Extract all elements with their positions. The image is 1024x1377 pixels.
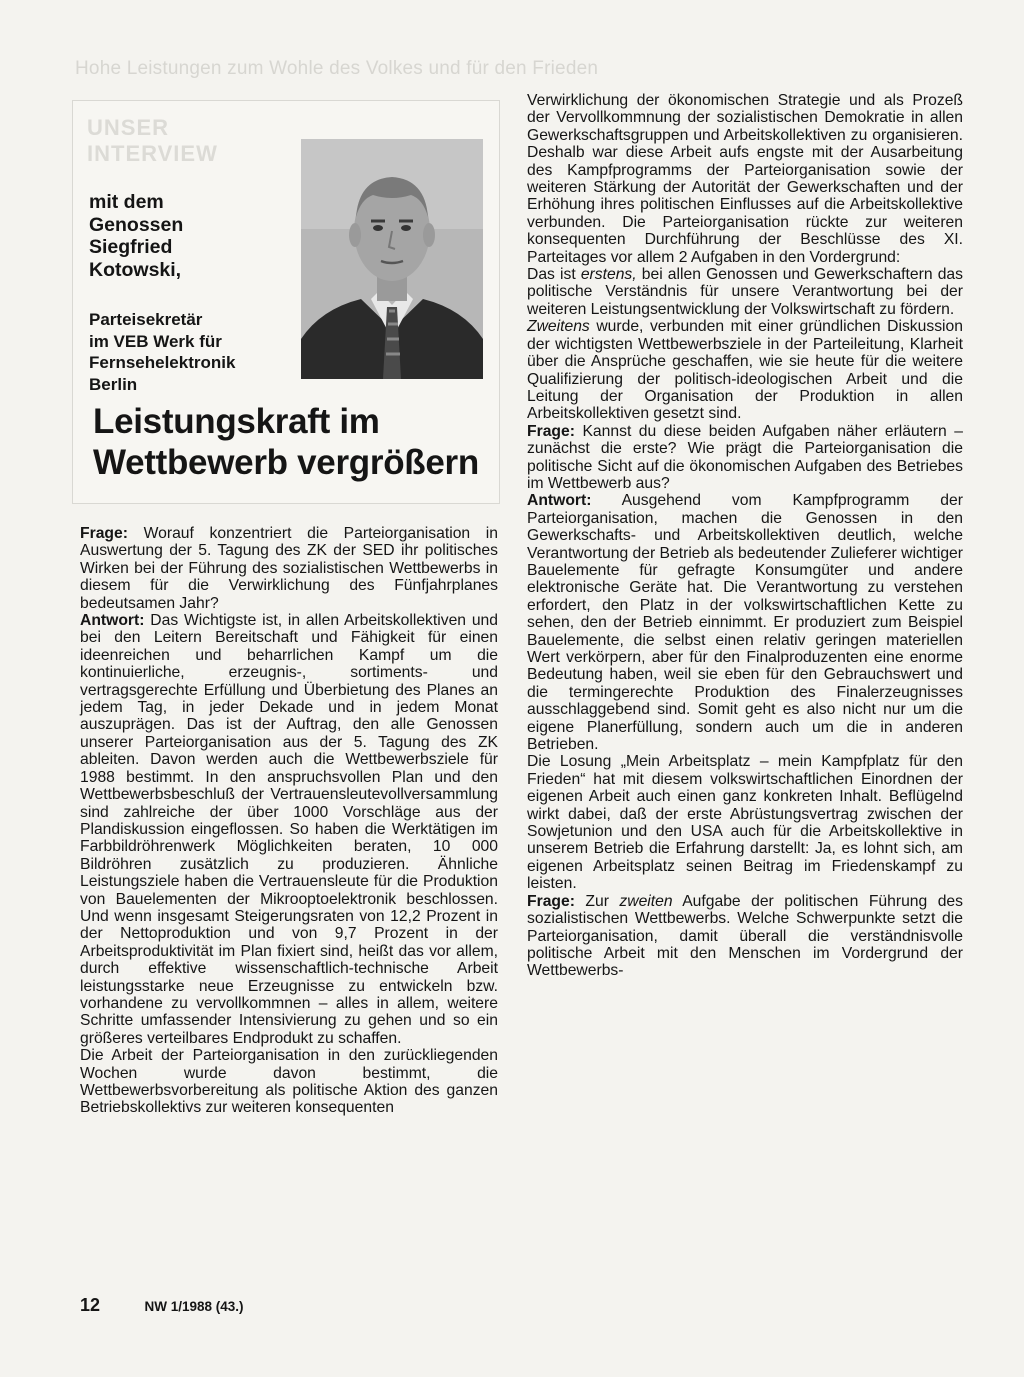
role-line: im VEB Werk für bbox=[89, 331, 222, 351]
interviewee-role bbox=[89, 309, 289, 395]
interview-intro-box bbox=[72, 100, 500, 504]
role-line: Parteisekretär bbox=[89, 310, 203, 329]
emphasis: zweiten bbox=[619, 892, 673, 910]
question-3 bbox=[527, 893, 963, 980]
answer-text: Das Wichtigste ist, in allen Arbeitskollektiven und bei den Leitern Bereitschaft und Fähigkeit für einen ideenreichen und beharrlichen Kampf um die kontinuierliche, erzeugnis-, sortiments- und vertragsgerechte Erfüllung und Überbietung des Planes an jedem Tag, in jeder Dekade und in jedem Monat auszuprägen. Das ist der Auftrag, den alle Genossen unserer Parteiorganisation aus der 5. Tagung des ZK ableiten. Davon werden auch die Wettbewerbsziele für 1988 bestimmt. In den anspruchsvollen Plan und den Wettbewerbsbeschluß der Vertrauensleutevollversammlung sind zahlreiche der über 1000 Vorschläge aus der Plandiskussion eingeflossen. So haben die Werktätigen im Farbbildröhrenwerk Möglichkeiten beraten, 10 000 Bildröhren zusätzlich zu produzieren. Ähnliche Leistungsziele haben die Vertrauensleute für die Produktion von Bauelementen der Mikrooptoelektronik beschlossen. Und wenn insgesamt Steigerungsraten von 12,2 Prozent in der Nettoproduktion und von 9,7 Prozent in der Arbeitsproduktivität im Plan fixiert sind, heißt das vor allem, durch effektive wissenschaftlich-technische Arbeit leistungsstarke neue Erzeugnisse zu entwickeln bzw. vorhandene zu vervollkommnen – alles in allem, weitere Schritte umfassender Intensivierung zu gehen und so ein größeres verteilbares Endprodukt zu schaffen. bbox=[80, 612, 498, 1047]
text-run: Aufgabe der politischen Führung des sozialistischen Wettbewerbs. Welche Schwerpunkte setzt die Parteiorganisation, damit überall die verständnisvolle politische Arbeit mit den Menschen im Vordergrund der Wettbewerbs- bbox=[527, 892, 963, 980]
question-1 bbox=[80, 525, 498, 612]
text-run: bei allen Genossen und Gewerkschaftern das politische Verständnis für unsere Verantwortung bei der weiteren Leistungsentwicklung der Volkswirtschaft zu fördern. bbox=[527, 266, 963, 318]
question-text: Worauf konzentriert die Parteiorganisation in Auswertung der 5. Tagung des ZK der SED ihr politisches Wirken bei der Führung des sozialistischen Wettbewerbs in diesem für die Verwirklichung des Fünfjahrplanes bedeutsamen Jahr? bbox=[80, 525, 498, 612]
role-line: Berlin bbox=[89, 374, 138, 394]
running-header: Hohe Leistungen zum Wohle des Volkes und für den Frieden bbox=[75, 58, 599, 79]
paragraph: Die Losung „Mein Arbeitsplatz – mein Kampfplatz für den Frieden“ hat mit diesem volkswirtschaftlichen Einordnen der eigenen Arbeit auch einen ganz konkreten Inhalt. Beflügelnd wirkt dabei, daß der erste Abrüstungsvertrag zwischen der Sowjetunion und den USA auch für die Arbeitskollektive in unserem Betrieb die Erfahrung darstellt: Ja, es lohnt sich, am eigenen Arbeitsplatz seinen Beitrag im Friedenskampf zu leisten. bbox=[527, 753, 963, 893]
text-run: Das ist bbox=[527, 266, 581, 284]
role-line: Fernsehelektronik bbox=[89, 353, 236, 372]
headline-line: Leistungskraft im bbox=[93, 402, 380, 441]
page-number: 12 bbox=[80, 1295, 101, 1315]
page-footer bbox=[80, 1295, 244, 1316]
issue-reference: NW 1/1988 (43.) bbox=[144, 1299, 244, 1314]
portrait-photo bbox=[301, 139, 483, 379]
intro-line: Genossen bbox=[89, 213, 184, 236]
headline-line: Wettbewerb vergrößern bbox=[93, 443, 479, 482]
question-label: Frage: bbox=[527, 422, 575, 440]
answer-1 bbox=[80, 612, 498, 1047]
question-2 bbox=[527, 423, 963, 493]
paragraph: Die Arbeit der Parteiorganisation in den zurückliegenden Wochen wurde davon bestimmt, die Wettbewerbsvorbereitung als politische Aktion des ganzen Betriebskollektivs zur weiteren konsequenten bbox=[80, 1047, 498, 1117]
emphasis: Zweitens bbox=[527, 318, 590, 336]
intro-line: Kotowski, bbox=[89, 258, 182, 281]
portrait-illustration bbox=[301, 139, 483, 379]
article-headline bbox=[93, 401, 493, 483]
paragraph: Verwirklichung der ökonomischen Strategie und als Prozeß der Vervollkommnung der sozialistischen Demokratie in allen Gewerkschaftsgruppen und Arbeitskollektiven zu organisieren. Deshalb war diese Arbeit aufs engste mit der Ausarbeitung des Kampfprogramms der Parteiorganisation sowie der weiteren Stärkung der Autorität der Gewerkschaften und der Erhöhung ihres politischen Einflusses auf die Arbeitskollektive verbunden. Die Parteiorganisation rückte zur weiteren konsequenten Durchführung der Beschlüsse des XI. Parteitages vor allem 2 Aufgaben in den Vordergrund: bbox=[527, 92, 963, 266]
series-label: UNSER INTERVIEW bbox=[87, 115, 218, 166]
question-label: Frage: bbox=[80, 525, 128, 542]
intro-line: Siegfried bbox=[89, 236, 173, 258]
left-text-column bbox=[80, 525, 498, 1117]
paragraph bbox=[527, 266, 963, 318]
emphasis: erstens, bbox=[580, 266, 637, 284]
text-run: Zur bbox=[574, 892, 620, 910]
question-text: Kannst du diese beiden Aufgaben näher erläutern – zunächst die erste? Wie prägt die Parteiorganisation die politische Sicht auf die ökonomischen Aufgaben des Betriebes im Wettbewerb aus? bbox=[527, 422, 963, 492]
right-text-column bbox=[527, 92, 963, 980]
paragraph bbox=[527, 318, 963, 422]
text-run: wurde, verbunden mit einer gründlichen Diskussion der wichtigsten Wettbewerbsziele in der Parteileitung, Klarheit über die Ansprüche geschaffen, wie sie heute für die weitere Qualifizierung der politisch-ideologischen Arbeit und die Leitung der Organisation der Produktion in allen Arbeitskollektiven gesetzt sind. bbox=[527, 318, 963, 423]
answer-2 bbox=[527, 492, 963, 753]
interviewee-intro bbox=[89, 191, 289, 281]
answer-label: Antwort: bbox=[80, 612, 145, 630]
answer-text: Ausgehend vom Kampfprogramm der Parteiorganisation, machen die Genossen in den Gewerkschafts- und Arbeitskollektiven deutlich, welche Verantwortung der Betrieb als bedeutender Zulieferer wichtiger Bauelemente für gefragte Konsumgüter und andere elektronische Geräte hat. Die Verantwortung zu verstehen erfordert, den Platz in der volkswirtschaftlichen Kette zu sehen, den der Betrieb einnimmt. Er produziert zum Beispiel Bauelemente, die selbst einen relativ geringen materiellen Wert verkörpern, aber für den Finalproduzenten eine enorme Bedeutung haben, weil sie eben für den Gebrauchswert und die termingerechte Produktion des Finalerzeugnisses ausschlaggebend sind. Somit geht es also nicht nur um die eigene Planerfüllung, sondern auch um die in anderen Betrieben. bbox=[527, 492, 964, 754]
intro-line: mit dem bbox=[89, 191, 164, 213]
answer-label: Antwort: bbox=[527, 492, 592, 510]
question-label: Frage: bbox=[527, 892, 575, 910]
